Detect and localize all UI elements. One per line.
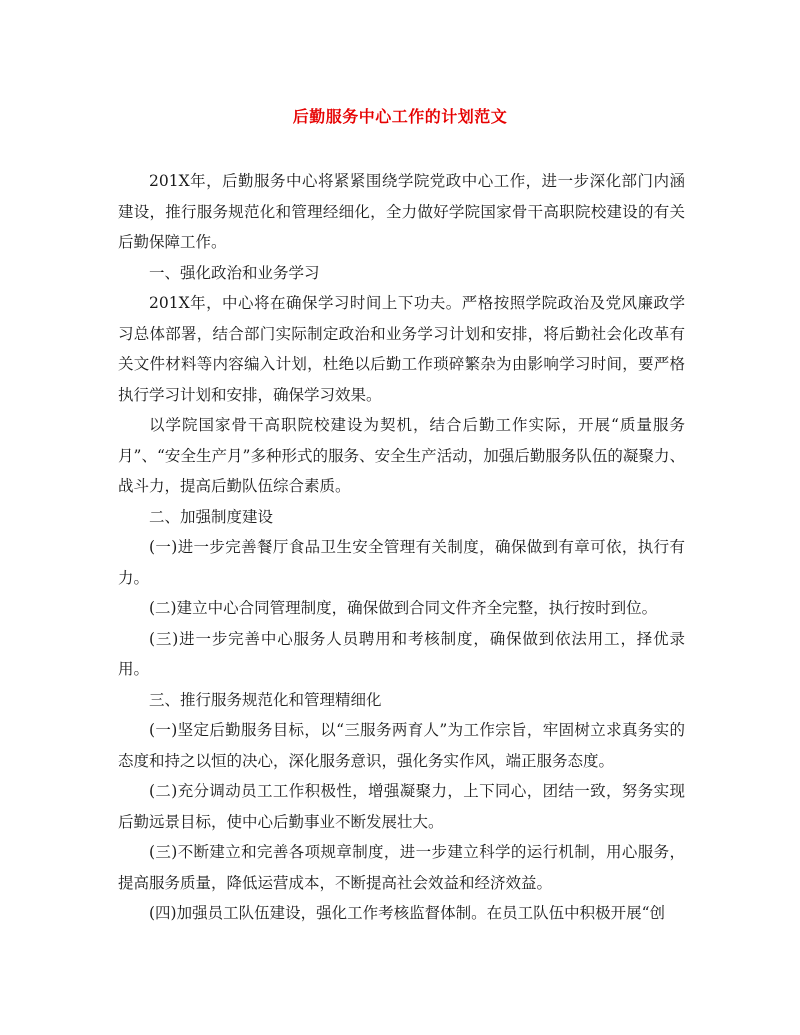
paragraph: 201X年，中心将在确保学习时间上下功夫。严格按照学院政治及党风廉政学习总体部署，结合部门实际制定政治和业务学习计划和安排，将后勤社会化改革有关文件材料等内容编入计划，杜绝以后勤工作琐碎繁杂为由影响学习时间，要严格执行学习计划和安排，确保学习效果。 bbox=[118, 294, 685, 404]
list-item: (三)不断建立和完善各项规章制度，进一步建立科学的运行机制，用心服务，提高服务质量，降低运营成本，不断提高社会效益和经济效益。 bbox=[118, 843, 685, 892]
paragraph: 以学院国家骨干高职院校建设为契机，结合后勤工作实际，开展“质量服务月”、“安全生产月”多种形式的服务、安全生产活动，加强后勤服务队伍的凝聚力、战斗力，提高后勤队伍综合素质。 bbox=[118, 416, 685, 495]
intro-paragraph: 201X年，后勤服务中心将紧紧围绕学院党政中心工作，进一步深化部门内涵建设，推行服务规范化和管理经细化，全力做好学院国家骨干高职院校建设的有关后勤保障工作。 bbox=[118, 172, 685, 251]
section-heading-3: 三、推行服务规范化和管理精细化 bbox=[149, 690, 382, 709]
list-item: (四)加强员工队伍建设，强化工作考核监督体制。在员工队伍中积极开展“创 bbox=[149, 904, 666, 922]
list-item: (二)建立中心合同管理制度，确保做到合同文件齐全完整，执行按时到位。 bbox=[149, 599, 658, 617]
list-item: (三)进一步完善中心服务人员聘用和考核制度，确保做到依法用工，择优录用。 bbox=[118, 629, 685, 678]
section-heading-1: 一、强化政治和业务学习 bbox=[149, 263, 320, 282]
document-body bbox=[118, 166, 685, 929]
section-heading-2: 二、加强制度建设 bbox=[149, 507, 274, 526]
list-item: (一)进一步完善餐厅食品卫生安全管理有关制度，确保做到有章可依，执行有力。 bbox=[118, 538, 685, 587]
list-item: (一)坚定后勤服务目标，以“三服务两育人”为工作宗旨，牢固树立求真务实的态度和持之以恒的决心，深化服务意识，强化务实作风，端正服务态度。 bbox=[118, 721, 685, 770]
list-item: (二)充分调动员工工作积极性，增强凝聚力，上下同心，团结一致，努务实现后勤远景目标，使中心后勤事业不断发展壮大。 bbox=[118, 782, 685, 831]
document-title: 后勤服务中心工作的计划范文 bbox=[292, 107, 508, 126]
